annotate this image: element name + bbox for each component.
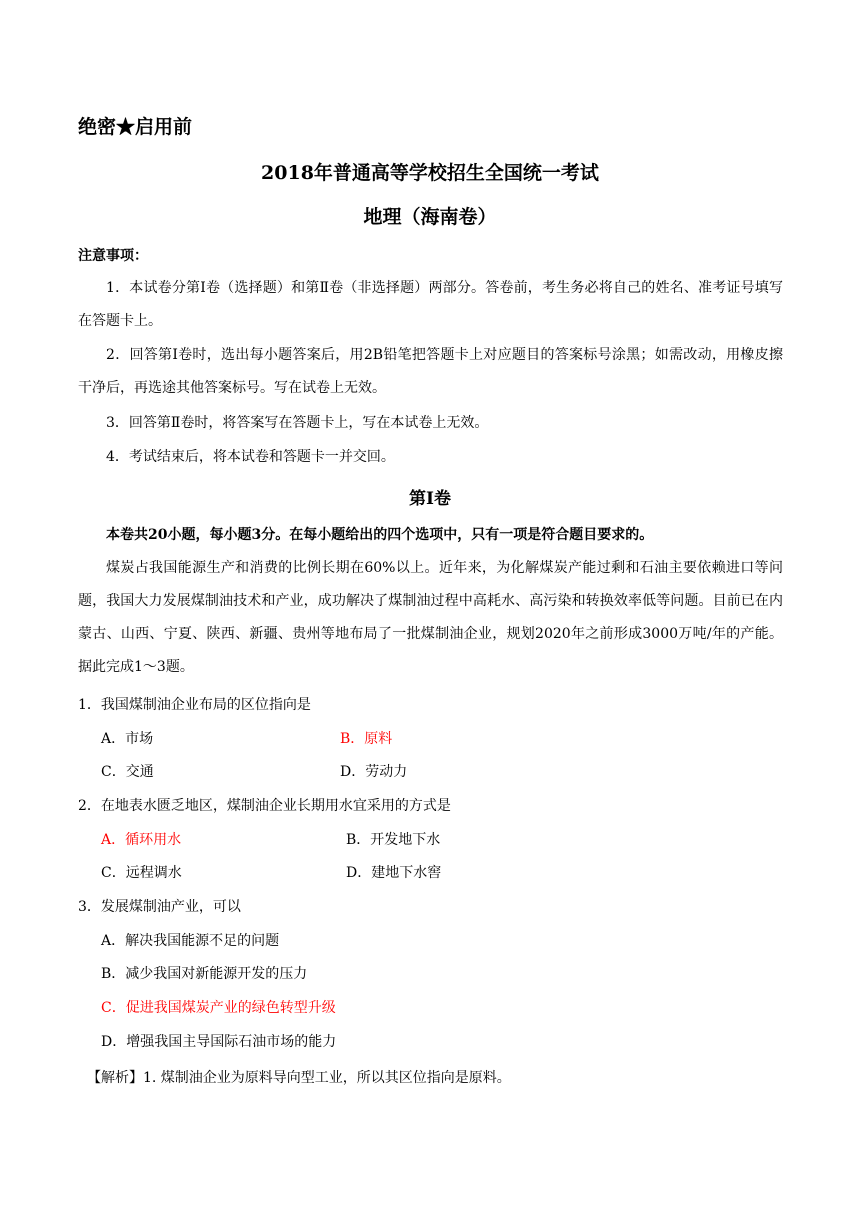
subject-title: 地理（海南卷）: [363, 206, 497, 228]
question-1-option-a: A．市场: [101, 731, 154, 747]
notice-item-4: 4．考试结束后，将本试卷和答题卡一并交回。: [106, 449, 395, 465]
notice-item-2: 2．回答第Ⅰ卷时，选出每小题答案后，用2B铅笔把答题卡上对应题目的答案标号涂黑；如需改动，用橡皮擦干净后，再选途其他答案标号。写在试卷上无效。: [78, 347, 783, 396]
question-1-option-c: C．交通: [101, 764, 154, 780]
question-3-option-c-answer: C．促进我国煤炭产业的绿色转型升级: [101, 1000, 336, 1016]
question-2-option-a-answer: A．循环用水: [101, 832, 182, 848]
notice-heading: 注意事项：: [78, 248, 148, 264]
question-1-option-d: D．劳动力: [340, 764, 408, 780]
section-intro: 本卷共20小题，每小题3分。在每小题给出的四个选项中，只有一项是符合题目要求的。: [106, 527, 654, 543]
question-3-option-a: A．解决我国能源不足的问题: [101, 933, 280, 949]
reading-material: 煤炭占我国能源生产和消费的比例长期在60%以上。近年来，为化解煤炭产能过剩和石油主要依赖进口等问题，我国大力发展煤制油技术和产业，成功解决了煤制油过程中高耗水、高污染和转换效率低等问题。目前已在内蒙古、山西、宁夏、陕西、新疆、贵州等地布局了一批煤制油企业，规划2020年之前形成3000万吨/年的产能。据此完成1～3题。: [78, 560, 783, 675]
section-title: 第Ⅰ卷: [409, 489, 451, 509]
secret-mark: 绝密★启用前: [78, 116, 193, 138]
exam-title: 2018年普通高等学校招生全国统一考试: [261, 162, 599, 184]
notice-item-1: 1．本试卷分第Ⅰ卷（选择题）和第Ⅱ卷（非选择题）两部分。答卷前，考生务必将自己的姓名、准考证号填写在答题卡上。: [78, 280, 783, 329]
question-2-stem: 2．在地表水匮乏地区，煤制油企业长期用水宜采用的方式是: [78, 798, 451, 814]
question-3-option-d: D．增强我国主导国际石油市场的能力: [101, 1034, 337, 1050]
question-1-stem: 1．我国煤制油企业布局的区位指向是: [78, 697, 311, 713]
question-2-option-c: C．远程调水: [101, 865, 182, 881]
question-3-option-b: B．减少我国对新能源开发的压力: [101, 966, 308, 982]
analysis-text: 【解析】1. 煤制油企业为原料导向型工业，所以其区位指向是原料。: [87, 1070, 511, 1086]
question-2-option-d: D．建地下水窖: [346, 865, 442, 881]
question-3-stem: 3．发展煤制油产业，可以: [78, 899, 241, 915]
question-2-option-b: B．开发地下水: [346, 832, 441, 848]
question-1-option-b-answer: B．原料: [340, 731, 393, 747]
notice-item-3: 3．回答第Ⅱ卷时，将答案写在答题卡上，写在本试卷上无效。: [106, 415, 489, 431]
